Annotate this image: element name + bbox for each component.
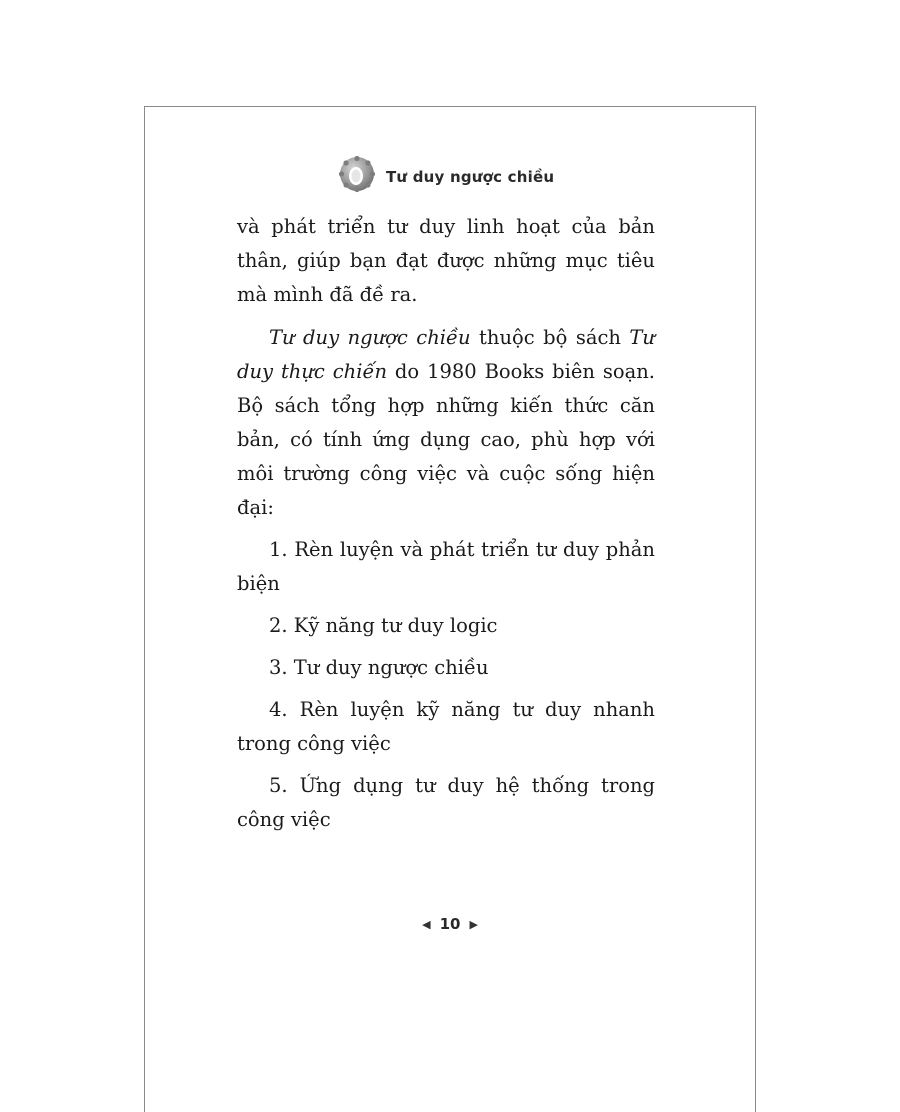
list-item-3: 3. Tư duy ngược chiều <box>269 656 489 679</box>
body-text <box>237 210 655 837</box>
paragraph-2-text-2: do 1980 Books biên soạn. Bộ sách tổng hợp những kiến thức căn bản, có tính ứng dụng cao, phù hợp với môi trường công việc và cuộc sống hiện đại: <box>237 360 655 519</box>
running-header <box>338 154 554 194</box>
list-item-2: 2. Kỹ năng tư duy logic <box>269 614 498 637</box>
book-title-italic: Tư duy ngược chiều <box>269 326 471 349</box>
list-item-4: 4. Rèn luyện kỹ năng tư duy nhanh trong công việc <box>237 698 655 755</box>
header-title: Tư duy ngược chiều <box>386 168 555 186</box>
page-footer <box>0 915 900 933</box>
list-item-5: 5. Ứng dụng tư duy hệ thống trong công việc <box>237 774 655 831</box>
series-title-italic: Tư duy thực chiến <box>237 326 655 383</box>
list-item-1: 1. Rèn luyện và phát triển tư duy phản biện <box>237 538 655 595</box>
paragraph-1: và phát triển tư duy linh hoạt của bản thân, giúp bạn đạt được những mục tiêu mà mình đã đề ra. <box>237 215 655 306</box>
page-number: 10 <box>439 915 461 933</box>
left-triangle-icon: ◀ <box>422 917 431 931</box>
right-triangle-icon: ▶ <box>469 917 478 931</box>
paragraph-2-text-1: thuộc bộ sách <box>470 326 630 349</box>
gear-ornament-icon <box>338 155 376 193</box>
paragraph-2 <box>237 321 655 525</box>
